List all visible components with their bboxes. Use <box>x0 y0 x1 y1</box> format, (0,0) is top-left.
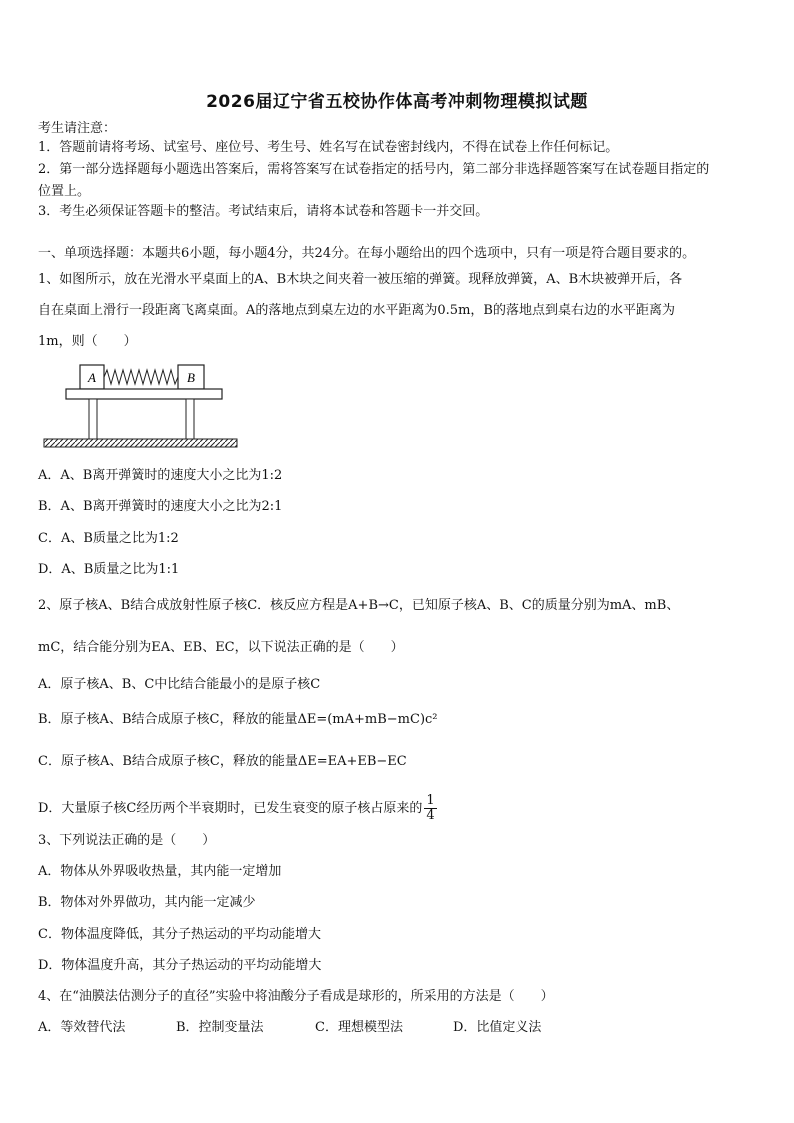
question-3-stem: 3、下列说法正确的是（ ） <box>38 833 216 848</box>
q4-option-d: D．比值定义法 <box>453 1020 542 1035</box>
q3-option-c: C．物体温度降低，其分子热运动的平均动能增大 <box>38 927 321 942</box>
question-4-stem: 4、在“油膜法估测分子的直径”实验中将油酸分子看成是球形的，所采用的方法是（ ） <box>38 989 554 1004</box>
floor <box>44 439 237 447</box>
q3-option-d: D．物体温度升高，其分子热运动的平均动能增大 <box>38 958 322 973</box>
q4-option-c: C．理想模型法 <box>315 1020 403 1035</box>
question-2-stem: 2、原子核A、B结合成放射性原子核C．核反应方程是A+B→C，已知原子核A、B、C的质量分别为mA、mB、 <box>38 598 680 613</box>
notice-item: 1．答题前请将考场、试室号、座位号、考生号、姓名写在试卷密封线内，不得在试卷上作任何标记。 <box>38 140 619 155</box>
q1-option-d: D．A、B质量之比为1:1 <box>38 562 180 577</box>
fraction-one-quarter <box>424 794 436 823</box>
q1-option-b: B．A、B离开弹簧时的速度大小之比为2:1 <box>38 499 283 514</box>
table-spring-figure <box>40 362 240 452</box>
q1-option-a: A．A、B离开弹簧时的速度大小之比为1:2 <box>38 468 283 483</box>
q2-option-a: A．原子核A、B、C中比结合能最小的是原子核C <box>38 677 321 692</box>
notice-heading: 考生请注意： <box>38 121 117 136</box>
q4-option-a: A．等效替代法 <box>38 1020 126 1035</box>
q1-option-c: C．A、B质量之比为1:2 <box>38 531 179 546</box>
table-leg-right <box>186 399 194 439</box>
fraction-denominator: 4 <box>426 808 435 823</box>
question-1-stem: 自在桌面上滑行一段距离飞离桌面。A的落地点到桌左边的水平距离为0.5m，B的落地点到桌右边的水平距离为 <box>38 303 675 318</box>
notice-item: 3．考生必须保证答题卡的整洁。考试结束后，请将本试卷和答题卡一并交回。 <box>38 204 489 219</box>
question-1-stem: 1m，则（ ） <box>38 334 137 349</box>
q2-option-d <box>38 794 437 823</box>
page-title: 2026届辽宁省五校协作体高考冲刺物理模拟试题 <box>206 92 588 112</box>
q2-option-c: C．原子核A、B结合成原子核C，释放的能量ΔE=EA+EB−EC <box>38 754 407 769</box>
q2-option-d-text: D．大量原子核C经历两个半衰期时，已发生衰变的原子核占原来的 <box>38 801 423 816</box>
block-a-label: A <box>88 370 96 385</box>
section-heading: 一、单项选择题：本题共6小题，每小题4分，共24分。在每小题给出的四个选项中，只有一项是符合题目要求的。 <box>38 246 696 261</box>
table-leg-left <box>89 399 97 439</box>
spring <box>104 370 178 384</box>
q2-option-b: B．原子核A、B结合成原子核C，释放的能量ΔE=(mA+mB−mC)c² <box>38 712 438 727</box>
q4-option-b: B．控制变量法 <box>176 1020 264 1035</box>
notice-item: 位置上。 <box>38 184 91 199</box>
q3-option-b: B．物体对外界做功，其内能一定减少 <box>38 895 256 910</box>
q3-option-a: A．物体从外界吸收热量，其内能一定增加 <box>38 864 282 879</box>
question-2-stem: mC，结合能分别为EA、EB、EC，以下说法正确的是（ ） <box>38 640 404 655</box>
block-b-label: B <box>187 370 195 385</box>
fraction-numerator: 1 <box>426 793 435 808</box>
notice-item: 2．第一部分选择题每小题选出答案后，需将答案写在试卷指定的括号内，第二部分非选择题答案写在试卷题目指定的 <box>38 162 710 177</box>
table-top <box>66 389 222 399</box>
question-1-stem: 1、如图所示，放在光滑水平桌面上的A、B木块之间夹着一被压缩的弹簧。现释放弹簧，A、B木块被弹开后，各 <box>38 272 683 287</box>
